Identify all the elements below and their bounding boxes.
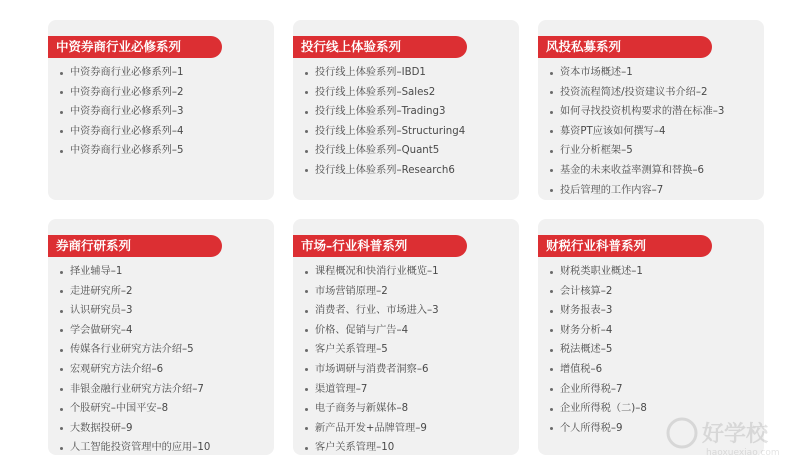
series-item[interactable] <box>60 102 183 122</box>
bullet-dot-icon <box>305 111 308 114</box>
series-item-label: 人工智能投资管理中的应用–10 <box>70 442 211 454</box>
series-item[interactable] <box>550 321 647 341</box>
series-item[interactable] <box>550 419 647 439</box>
series-item[interactable] <box>60 63 183 83</box>
bullet-dot-icon <box>550 189 553 192</box>
bullet-dot-icon <box>305 310 308 313</box>
series-item[interactable] <box>550 122 724 142</box>
series-item-label: 投资流程简述/投资建议书介绍–2 <box>560 86 708 98</box>
series-item-label: 会计核算–2 <box>560 285 613 297</box>
series-item-label: 企业所得税–7 <box>560 383 623 395</box>
series-item[interactable] <box>60 141 183 161</box>
series-item[interactable] <box>60 301 210 321</box>
series-item[interactable] <box>550 141 724 161</box>
bullet-dot-icon <box>305 349 308 352</box>
bullet-dot-icon <box>60 290 63 293</box>
series-item[interactable] <box>60 340 210 360</box>
series-item-list <box>550 262 647 438</box>
bullet-dot-icon <box>60 427 63 430</box>
series-item[interactable] <box>550 380 647 400</box>
series-item[interactable] <box>550 161 724 181</box>
bullet-dot-icon <box>550 329 553 332</box>
series-item-label: 大数据投研–9 <box>70 422 133 434</box>
series-item-label: 投行线上体验系列–Structuring4 <box>315 125 466 137</box>
series-item-label: 传媒各行业研究方法介绍–5 <box>70 344 194 356</box>
series-item[interactable] <box>305 321 439 341</box>
series-item-label: 企业所得税（二)–8 <box>560 403 647 415</box>
bullet-dot-icon <box>550 130 553 133</box>
bullet-dot-icon <box>305 388 308 391</box>
bullet-dot-icon <box>60 349 63 352</box>
series-item-label: 渠道管理–7 <box>315 383 368 395</box>
series-item-label: 宏观研究方法介绍–6 <box>70 363 164 375</box>
bullet-dot-icon <box>550 368 553 371</box>
series-item-list <box>305 262 439 458</box>
series-item[interactable] <box>305 419 439 439</box>
series-item-label: 择业辅导–1 <box>70 266 123 277</box>
series-item[interactable] <box>305 161 465 181</box>
bullet-dot-icon <box>60 329 63 332</box>
series-item-label: 行业分析框架–5 <box>560 145 633 157</box>
bullet-dot-icon <box>305 408 308 411</box>
bullet-dot-icon <box>305 130 308 133</box>
series-card <box>48 20 274 200</box>
bullet-dot-icon <box>60 310 63 313</box>
series-item[interactable] <box>550 301 647 321</box>
series-item-label: 走进研究所–2 <box>70 285 133 297</box>
bullet-dot-icon <box>550 427 553 430</box>
bullet-dot-icon <box>60 271 63 274</box>
series-item-label: 中资券商行业必修系列–2 <box>70 86 184 98</box>
bullet-dot-icon <box>305 329 308 332</box>
watermark-url: haoxuexiao.com <box>706 448 780 458</box>
series-title: 投行线上体验系列 <box>293 36 467 58</box>
series-item[interactable] <box>305 83 465 103</box>
series-item-label: 新产品开发+品牌管理–9 <box>315 422 427 434</box>
series-item-label: 课程概况和快消行业概览–1 <box>315 266 439 277</box>
bullet-dot-icon <box>550 271 553 274</box>
series-card <box>293 20 519 200</box>
series-item-list <box>305 63 465 181</box>
bullet-dot-icon <box>305 368 308 371</box>
bullet-dot-icon <box>550 310 553 313</box>
series-item[interactable] <box>60 399 210 419</box>
bullet-dot-icon <box>60 130 63 133</box>
series-item[interactable] <box>60 282 210 302</box>
series-item-label: 中资券商行业必修系列–5 <box>70 145 184 157</box>
series-item[interactable] <box>305 122 465 142</box>
series-item-list <box>550 63 724 200</box>
bullet-dot-icon <box>550 290 553 293</box>
series-item-label: 认识研究员–3 <box>70 305 133 317</box>
series-item[interactable] <box>305 399 439 419</box>
bullet-dot-icon <box>60 150 63 153</box>
series-item[interactable] <box>60 262 210 282</box>
bullet-dot-icon <box>305 72 308 75</box>
bullet-dot-icon <box>305 91 308 94</box>
series-item-label: 如何寻找投资机构要求的潜在标准–3 <box>560 106 725 118</box>
series-item-label: 投行线上体验系列–IBD1 <box>315 67 426 78</box>
series-title: 风投私募系列 <box>538 36 712 58</box>
series-item-label: 募资PT应该如何撰写–4 <box>560 125 666 137</box>
bullet-dot-icon <box>550 91 553 94</box>
series-item-label: 投行线上体验系列–Research6 <box>315 164 455 176</box>
series-item[interactable] <box>305 282 439 302</box>
series-card <box>48 219 274 455</box>
series-item-label: 投行线上体验系列–Sales2 <box>315 86 436 98</box>
series-title: 财税行业科普系列 <box>538 235 712 257</box>
series-item[interactable] <box>60 419 210 439</box>
bullet-dot-icon <box>550 169 553 172</box>
bullet-dot-icon <box>305 271 308 274</box>
watermark-text: 好学校 <box>702 422 769 447</box>
series-item[interactable] <box>60 360 210 380</box>
series-item[interactable] <box>60 122 183 142</box>
bullet-dot-icon <box>60 388 63 391</box>
series-card <box>538 20 764 200</box>
bullet-dot-icon <box>305 427 308 430</box>
bullet-dot-icon <box>60 447 63 450</box>
series-item-label: 中资券商行业必修系列–1 <box>70 67 184 78</box>
series-item[interactable] <box>550 340 647 360</box>
series-item[interactable] <box>305 360 439 380</box>
series-item[interactable] <box>60 438 210 458</box>
bullet-dot-icon <box>550 111 553 114</box>
bullet-dot-icon <box>550 72 553 75</box>
series-card <box>293 219 519 455</box>
bullet-dot-icon <box>60 368 63 371</box>
bullet-dot-icon <box>550 388 553 391</box>
series-item[interactable] <box>60 83 183 103</box>
watermark-logo-icon <box>668 419 696 447</box>
series-item-list <box>60 262 210 458</box>
bullet-dot-icon <box>550 349 553 352</box>
series-item-label: 价格、促销与广告–4 <box>315 324 409 336</box>
bullet-dot-icon <box>305 169 308 172</box>
series-title: 中资券商行业必修系列 <box>48 36 222 58</box>
series-item-label: 投行线上体验系列–Trading3 <box>315 106 446 118</box>
series-item[interactable] <box>550 360 647 380</box>
series-title: 市场–行业科普系列 <box>293 235 467 257</box>
series-item-label: 财务分析–4 <box>560 324 613 336</box>
series-item[interactable] <box>60 380 210 400</box>
series-title: 券商行研系列 <box>48 235 222 257</box>
series-item[interactable] <box>550 181 724 201</box>
series-item-label: 市场营销原理–2 <box>315 285 388 297</box>
series-item-label: 消费者、行业、市场进入–3 <box>315 305 439 317</box>
bullet-dot-icon <box>305 150 308 153</box>
series-item[interactable] <box>305 141 465 161</box>
series-item-label: 学会做研究–4 <box>70 324 133 336</box>
series-item[interactable] <box>305 438 439 458</box>
bullet-dot-icon <box>60 72 63 75</box>
series-item-label: 财务报表–3 <box>560 305 613 317</box>
series-item-label: 客户关系管理–10 <box>315 442 395 454</box>
series-item[interactable] <box>550 262 647 282</box>
series-item-label: 市场调研与消费者洞察–6 <box>315 363 429 375</box>
bullet-dot-icon <box>60 408 63 411</box>
series-item[interactable] <box>550 63 724 83</box>
bullet-dot-icon <box>305 290 308 293</box>
series-item-label: 投后管理的工作内容–7 <box>560 184 664 196</box>
series-item-label: 投行线上体验系列–Quant5 <box>315 145 440 157</box>
series-item[interactable] <box>305 380 439 400</box>
series-item[interactable] <box>550 282 647 302</box>
series-item-label: 基金的未来收益率测算和替换–6 <box>560 164 705 176</box>
series-item[interactable] <box>305 262 439 282</box>
bullet-dot-icon <box>60 111 63 114</box>
series-item-label: 电子商务与新媒体–8 <box>315 403 409 415</box>
series-item-label: 个股研究–中国平安–8 <box>70 403 169 415</box>
series-item-label: 个人所得税–9 <box>560 422 623 434</box>
series-item[interactable] <box>550 399 647 419</box>
series-item-list <box>60 63 183 161</box>
bullet-dot-icon <box>60 91 63 94</box>
series-item-label: 税法概述–5 <box>560 344 613 356</box>
bullet-dot-icon <box>305 447 308 450</box>
series-item-label: 财税类职业概述–1 <box>560 266 643 277</box>
series-item-label: 增值税–6 <box>560 363 603 375</box>
series-item-label: 中资券商行业必修系列–3 <box>70 106 184 118</box>
series-item-label: 客户关系管理–5 <box>315 344 388 356</box>
series-item[interactable] <box>305 102 465 122</box>
series-item[interactable] <box>550 83 724 103</box>
series-item-label: 资本市场概述–1 <box>560 67 633 78</box>
watermark-logo <box>666 411 786 459</box>
series-item-label: 中资券商行业必修系列–4 <box>70 125 184 137</box>
series-item-label: 非银金融行业研究方法介绍–7 <box>70 383 204 395</box>
series-item[interactable] <box>305 301 439 321</box>
bullet-dot-icon <box>550 408 553 411</box>
series-item[interactable] <box>60 321 210 341</box>
series-item[interactable] <box>550 102 724 122</box>
bullet-dot-icon <box>550 150 553 153</box>
series-item[interactable] <box>305 340 439 360</box>
series-item[interactable] <box>305 63 465 83</box>
